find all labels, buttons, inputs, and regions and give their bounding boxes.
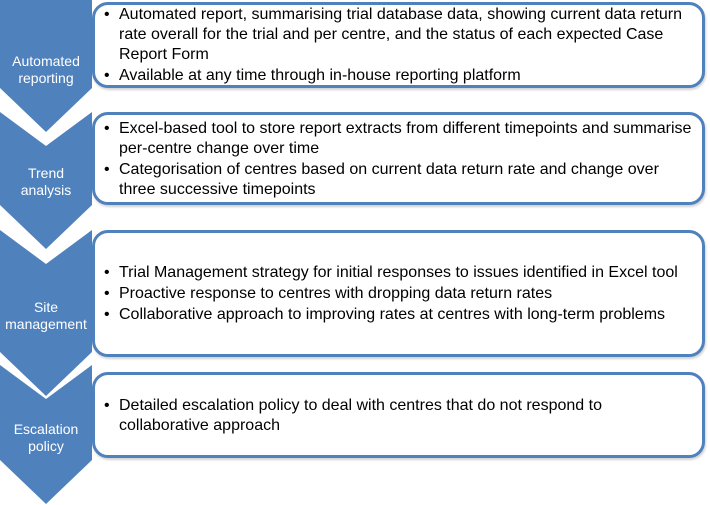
- stage-label-line: analysis: [20, 182, 72, 198]
- bullet-item: • Excel-based tool to store report extracts from different timepoints and summarise per-centre change over time: [103, 119, 694, 159]
- stage-label-line: reporting: [18, 70, 74, 86]
- stage-label-escalation-policy: [0, 418, 92, 458]
- stage-label-trend-analysis: [0, 162, 92, 202]
- stage-box-escalation-policy: [92, 372, 705, 458]
- bullet-list: [103, 5, 694, 87]
- bullet-list: [103, 263, 694, 326]
- stage-label-line: policy: [28, 438, 64, 454]
- stage-box-automated-reporting: [92, 2, 705, 88]
- bullet-item: • Automated report, summarising trial database data, showing current data return rate overall for the trial and per centre, and the status of each expected Case Report Form: [103, 5, 694, 65]
- stage-label-site-management: [0, 296, 92, 336]
- bullet-item: • Detailed escalation policy to deal with centres that do not respond to collaborative approach: [103, 396, 694, 436]
- stage-label-line: Automated: [12, 53, 80, 69]
- stage-box-trend-analysis: [92, 112, 705, 205]
- bullet-list: [103, 396, 694, 437]
- bullet-list: [103, 119, 694, 201]
- bullet-item: • Collaborative approach to improving rates at centres with long-term problems: [103, 305, 694, 325]
- stage-label-line: management: [5, 316, 87, 332]
- bullet-item: • Categorisation of centres based on current data return rate and change over three successive timepoints: [103, 160, 694, 200]
- stage-box-site-management: [92, 230, 705, 357]
- stage-label-automated-reporting: [0, 50, 92, 90]
- stage-label-line: Escalation: [13, 421, 79, 437]
- bullet-item: • Trial Management strategy for initial responses to issues identified in Excel tool: [103, 263, 694, 283]
- stage-label-line: Site: [33, 299, 59, 315]
- bullet-item: • Proactive response to centres with dropping data return rates: [103, 284, 694, 304]
- stage-label-line: Trend: [27, 165, 65, 181]
- bullet-item: • Available at any time through in-house reporting platform: [103, 66, 694, 86]
